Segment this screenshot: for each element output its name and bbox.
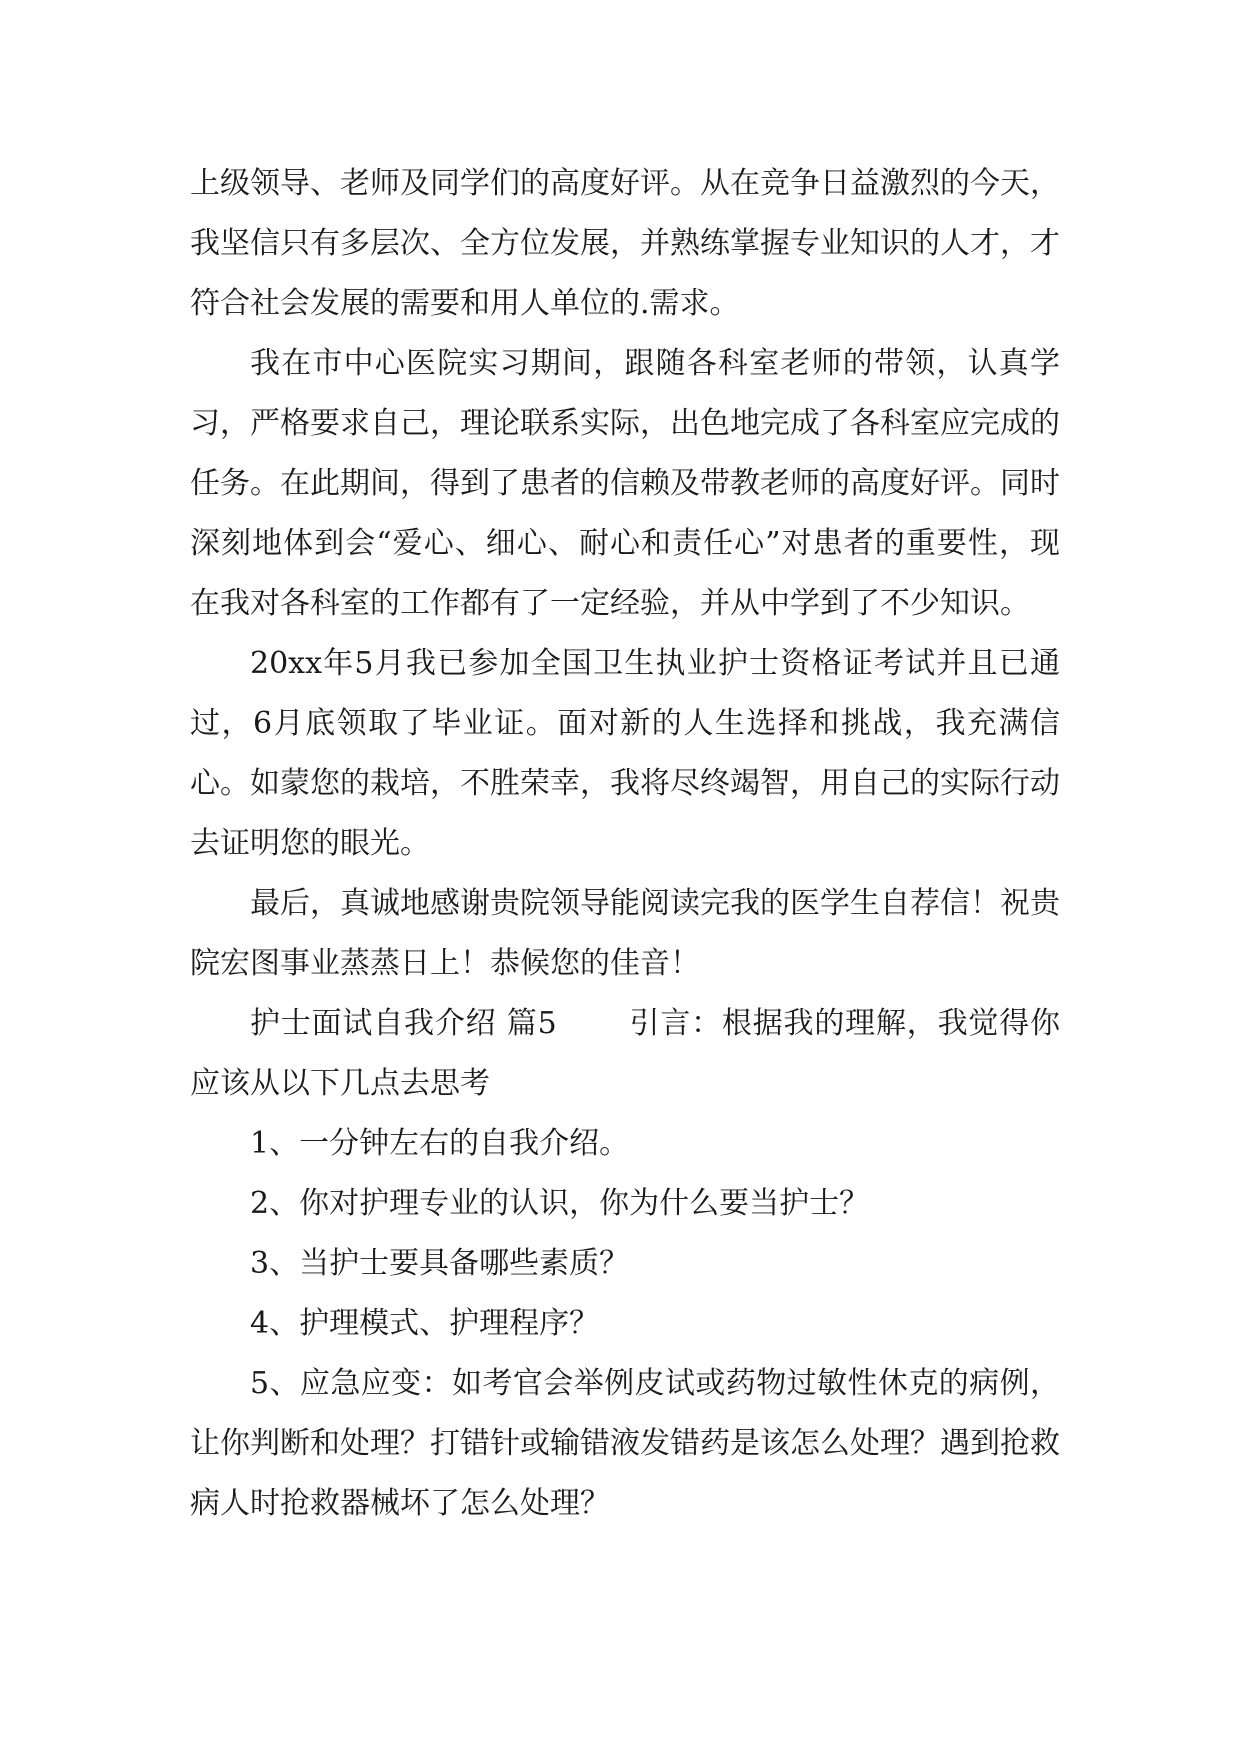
list-item-3: 3、当护士要具备哪些素质？ [250,1246,630,1281]
list-item-4: 4、护理模式、护理程序？ [250,1306,600,1341]
list-item-1: 1、一分钟左右的自我介绍。 [250,1126,630,1161]
paragraph-closing: 最后，真诚地感谢贵院领导能阅读完我的医学生自荐信！祝贵院宏图事业蒸蒸日上！恭候您的佳音！ [190,886,1060,981]
list-item-5: 5、应急应变：如考官会举例皮试或药物过敏性休克的病例，让你判断和处理？打错针或输错液发错药是该怎么处理？遇到抢救病人时抢救器械坏了怎么处理？ [190,1366,1060,1521]
section-intro: 引言：根据我的理解，我觉得你应该从以下几点去思考 [190,1006,1061,1101]
list-item-2: 2、你对护理专业的认识，你为什么要当护士？ [250,1186,870,1221]
paragraph-certification: 20xx年5月我已参加全国卫生执业护士资格证考试并且已通过，6月底领取了毕业证。面对新的人生选择和挑战，我充满信心。如蒙您的栽培，不胜荣幸，我将尽终竭智，用自己的实际行动去证明您的眼光。 [190,646,1060,861]
section-intro-line [190,994,1060,1114]
paragraph-internship: 我在市中心医院实习期间，跟随各科室老师的带领，认真学习，严格要求自己，理论联系实际，出色地完成了各科室应完成的任务。在此期间，得到了患者的信赖及带教老师的高度好评。同时深刻地体到会“爱心、细心、耐心和责任心”对患者的重要性，现在我对各科室的工作都有了一定经验，并从中学到了不少知识。 [190,346,1060,621]
section-title: 护士面试自我介绍 篇5 [250,1006,557,1041]
paragraph-continuation: 上级领导、老师及同学们的高度好评。从在竞争日益激烈的今天，我坚信只有多层次、全方位发展，并熟练掌握专业知识的人才，才符合社会发展的需要和用人单位的.需求。 [190,166,1060,321]
document-page [190,154,1060,1534]
